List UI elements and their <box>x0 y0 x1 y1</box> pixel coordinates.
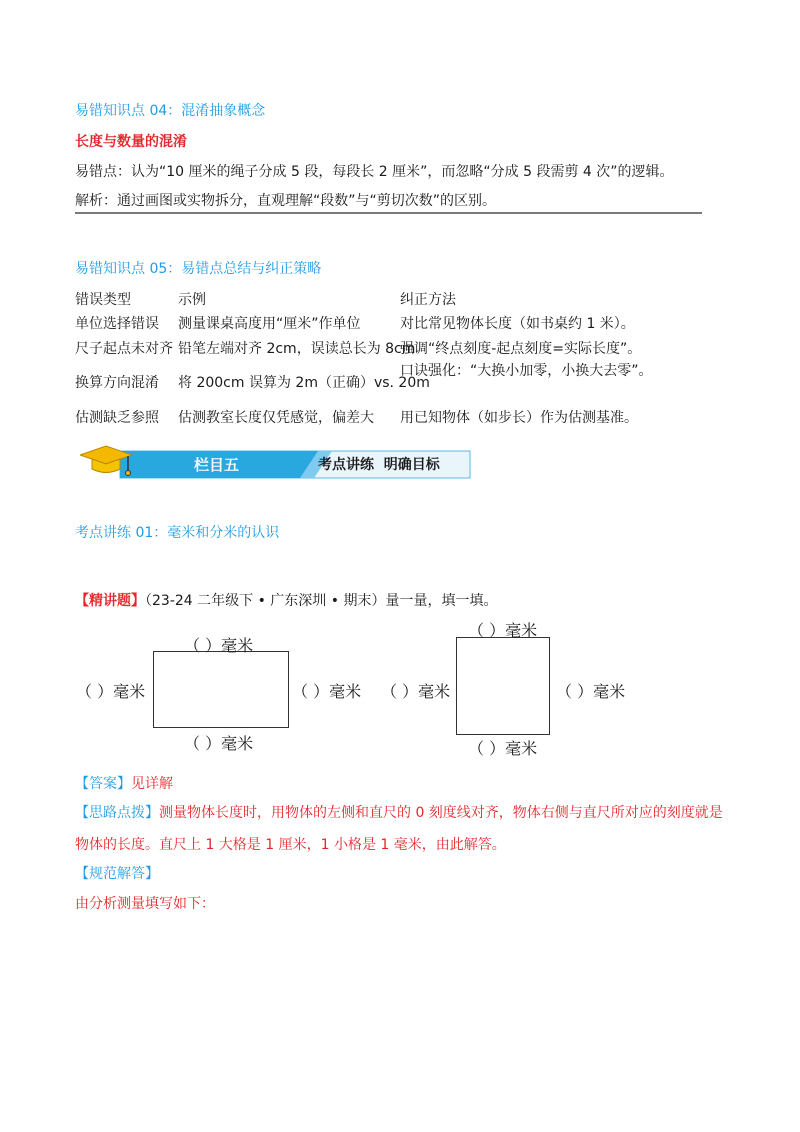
table-row-4-type: 估测缺乏参照 <box>75 410 159 426</box>
rectangle-2 <box>456 637 550 735</box>
banner-column-title: 栏目五 <box>194 456 240 474</box>
table-row-2-example: 铅笔左端对齐 2cm，误读总长为 8cm <box>178 341 416 357</box>
section04-subheading: 长度与数量的混淆 <box>75 134 187 150</box>
table-row-1-example: 测量课桌高度用“厘米”作单位 <box>178 316 361 332</box>
table-row-2-type: 尺子起点未对齐 <box>75 341 173 357</box>
rectangle-1 <box>153 651 289 728</box>
section04-point: 易错点：认为“10 厘米的绳子分成 5 段，每段长 2 厘米”，而忽略“分成 5 段需剪 4 次”的逻辑。 <box>75 164 674 180</box>
question-tag: 【精讲题】 <box>75 593 145 609</box>
question-line <box>75 590 497 610</box>
answer-line <box>75 773 173 793</box>
question-text: （23-24 二年级下 • 广东深圳 • 期末）量一量，填一填。 <box>145 593 498 609</box>
table-row-4-fix: 用已知物体（如步长）作为估测基准。 <box>400 410 638 426</box>
rect2-bottom-label: （ ）毫米 <box>468 739 538 758</box>
table-row-3-example: 将 200cm 误算为 2m（正确）vs. 20m <box>178 375 430 391</box>
rect1-top-label: （ ）毫米 <box>184 636 254 655</box>
section-divider <box>75 212 702 214</box>
section05-heading: 易错知识点 05：易错点总结与纠正策略 <box>75 261 322 277</box>
table-header-type: 错误类型 <box>75 292 131 308</box>
table-header-example: 示例 <box>178 292 206 308</box>
hint-tag: 【思路点拨】 <box>75 805 159 821</box>
rect2-top-label: （ ）毫米 <box>468 621 538 640</box>
column-banner <box>80 443 472 477</box>
solution-text: 由分析测量填写如下： <box>75 896 215 912</box>
hint-text-1: 测量物体长度时，用物体的左侧和直尺的 0 刻度线对齐，物体右侧与直尺所对应的刻度就是 <box>159 805 723 821</box>
table-header-fix: 纠正方法 <box>400 292 456 308</box>
rect1-left-label: （ ）毫米 <box>76 682 146 701</box>
practice-heading: 考点讲练 01：毫米和分米的认识 <box>75 525 280 541</box>
rect2-right-label: （ ）毫米 <box>556 682 626 701</box>
answer-text: 见详解 <box>131 776 173 792</box>
banner-subtitle: 考点讲练 明确目标 <box>318 457 440 473</box>
section04-heading: 易错知识点 04：混淆抽象概念 <box>75 103 266 119</box>
answer-tag: 【答案】 <box>75 776 131 792</box>
table-row-3-fix: 口诀强化：“大换小加零，小换大去零”。 <box>400 363 653 379</box>
section04-analysis: 解析：通过画图或实物拆分，直观理解“段数”与“剪切次数”的区别。 <box>75 193 497 209</box>
rect1-right-label: （ ）毫米 <box>292 682 362 701</box>
rect2-left-label: （ ）毫米 <box>381 682 451 701</box>
table-row-1-fix: 对比常见物体长度（如书桌约 1 米）。 <box>400 316 635 332</box>
table-row-2-fix: 强调“终点刻度-起点刻度=实际长度”。 <box>400 341 642 357</box>
solution-tag: 【规范解答】 <box>75 866 159 882</box>
table-row-1-type: 单位选择错误 <box>75 316 159 332</box>
hint-line-1 <box>75 802 723 822</box>
table-row-4-example: 估测教室长度仅凭感觉，偏差大 <box>178 410 374 426</box>
hint-text-2: 物体的长度。直尺上 1 大格是 1 厘米，1 小格是 1 毫米，由此解答。 <box>75 837 506 853</box>
rect1-bottom-label: （ ）毫米 <box>184 734 254 753</box>
table-row-3-type: 换算方向混淆 <box>75 375 159 391</box>
